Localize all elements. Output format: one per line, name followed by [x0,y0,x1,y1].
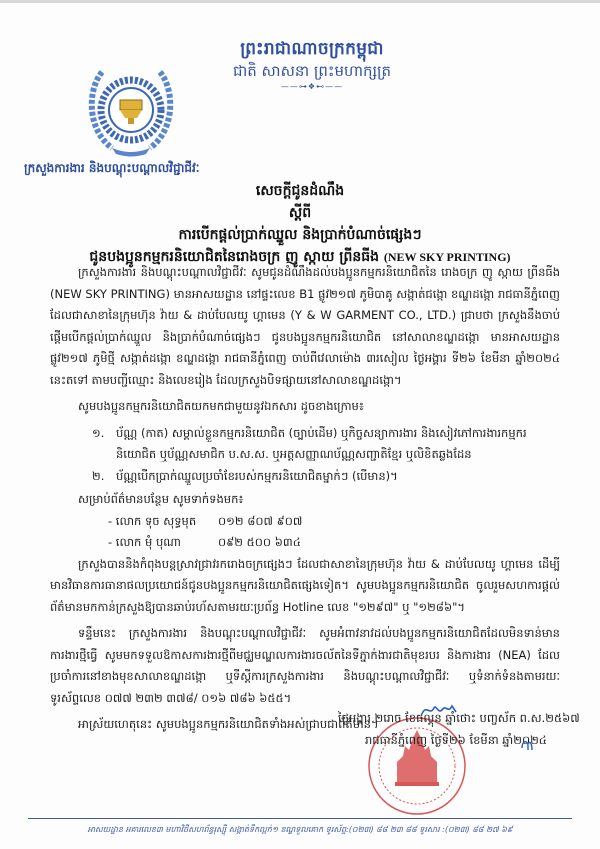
solar-date: រាជធានីភ្នំពេញ ថ្ងៃទី២៦ ខែមីនា ឆ្នាំ២០២៤ [365,733,547,747]
notice-title: សេចក្តីជូនដំណឹង [255,183,345,199]
notice-titles [0,180,600,268]
kingdom-header [212,38,412,92]
ornament-divider: ——⊶❖⊷—— [280,82,344,91]
national-motto: ជាតិ សាសនា ព្រះមហាក្សត្រ [232,62,392,80]
ministry-name: ក្រសួងការងារ និងបណ្តុះបណ្តាលវិជ្ជាជីវៈ [24,161,200,175]
ministry-emblem-icon [82,60,180,160]
list-item: ១. ប័ណ្ណ (កាត) សម្គាល់ខ្លួនកម្មករនិយោជិត (ច្បាប់ដើម) ឬកិច្ចសន្យាការងារ និងសៀវភៅការងារកម្មករនិយោជិត ឬប័ណ្ណសមាជិក ប.ស.ស. ឬអត្តសញ្ញាណប័ណ្ណសញ្ជាតិខ្មែរ ឬលិខិតឆ្លងដែន [92,425,527,461]
paragraph-hotline: ក្រសួងបាននិងកំពុងបន្តស្រាវជ្រាវរករោងចក្រផ្សេងៗ ដែលជាសាខានៃក្រុមហ៊ុន វ៉ាយ & ដាប់បែលយូ ហ្គាមេន ដើម្បីមានវិធានការធានាផលប្រយោជន៍ជូនបងប្អូនកម្មករនិយោជិតផ្សេងទៀត។ សូមបងប្អូនកម្មករនិយោជិត ចូលរួមសហការផ្តល់ព័ត៌មានមកកាន់ក្រសួងឱ្យបានឆាប់រហ័សតាមរយៈប្រព័ន្ធ Hotline លេខ "១២៩៧" ឬ "១២៨៦"។ [50,556,560,614]
notice-body [50,262,560,741]
contact-list [108,511,560,554]
paragraph-job-appeal: ទន្ទឹមនេះ ក្រសួងការងារ និងបណ្តុះបណ្តាលវិជ្ជាជីវៈ សូមអំពាវនាវដល់បងប្អូនកម្មករនិយោជិតដែលមិនទាន់មានការងារថ្មីធ្វើ សូមមកទទួលឱកាសការងារថ្មីពីមជ្ឈមណ្ឌលការងារចល័តនៃទីភ្នាក់ងារជាតិមុខរបរ និងការងារ (NEA) ដែលប្រចាំការនៅខាងមុខសាលាខណ្ឌដង្កោ ឬទីស្តីការក្រសួងការងារ និងបណ្តុះបណ្តាលវិជ្ជាជីវៈ ឬទំនាក់ទំនងតាមរយៈទូរស័ព្ទលេខ ០៧៧ ២៣២ ៣៧៨/ ០១៦ ៧៨៦ ៦៥៥។ [50,626,560,705]
recipients-kh: ជូនបងប្អូនកម្មករនិយោជិតនៃរោងចក្រ ញូ ស្កាយ ព្រីនធីង [89,249,379,265]
paragraph-announcement: ក្រសួងការងារ និងបណ្តុះបណ្តាលវិជ្ជាជីវៈ សូមជូនដំណឹងដល់បងប្អូនកម្មករនិយោជិតនៃ រោងចក្រ ញូ ស្កាយ ព្រីនធីង (NEW SKY PRINTING) មានអាសយដ្ឋាន នៅផ្ទះលេខ B1 ផ្លូវ២១៧ ភូមិបាគូ សង្កាត់ជង្កោ ខណ្ឌដង្កោ រាជធានីភ្នំពេញ ដែលជាសាខានៃក្រុមហ៊ុន វ៉ាយ & ដាប់បែលយូ ហ្គាមេន (Y & W GARMENT CO., LTD.) ជ្រាបថា ក្រសួងនឹងចាប់ផ្តើមបើកផ្តល់ប្រាក់ឈ្នួល និងប្រាក់បំណាច់ផ្សេងៗ ជូនបងប្អូនកម្មករនិយោជិត នៅសាលាខណ្ឌដង្កោ មានអាសយដ្ឋាន ផ្លូវ២១៧ ភូមិថ្មី សង្កាត់ដង្កោ ខណ្ឌដង្កោ រាជធានីភ្នំពេញ ចាប់ពីវេលាម៉ោង ៣រសៀល ថ្ងៃអង្គារ ទី២៦ ខែមីនា ឆ្នាំ២០២៤ នេះតទៅ តាមបញ្ជីឈ្មោះ និងលេខរៀង ដែលក្រសួងបិទផ្សាយនៅសាលាខណ្ឌដង្កោ។ [50,265,560,387]
contact-phone: ០១២ ៨០៧ ៩០៧ [218,513,303,528]
required-documents-list [92,423,560,488]
notice-about: ស្តីពី [288,205,312,221]
signature-icon [420,702,460,718]
contact-name: - លោក មុំ បុណា [108,535,181,549]
footer-address: អាសយដ្ឋាន អគារលេខ៣ មហាវិថីសហព័ន្ធរុស្ស៊ី សង្កាត់ទឹកល្អក់១ ខណ្ឌទួលគោក ទូរស័ព្ទ:(០២៣) ៨៨ ២៣ ៨៨ ទូរសារ :(០២៣) ៨៨ ២៧ ៦៩ [87,825,513,834]
list-item: ២. ប័ណ្ណបើកប្រាក់ឈ្នួលប្រចាំខែរបស់កម្មករនិយោជិតម្នាក់ៗ (បើមាន)។ [92,468,398,483]
kingdom-title: ព្រះរាជាណាចក្រកម្ពុជា [240,39,384,59]
recipients-en: (NEW SKY PRINTING) [383,250,511,264]
contact-phone: ០៩២ ៥០០ ៦៣៤ [218,535,301,549]
lunar-date: ថ្ងៃអង្គារ ២រោច ខែផល្គុន ឆ្នាំថោះ បញ្ចស័ក ព.ស.២៥៦៧ [338,711,580,725]
scan-edge [0,0,600,3]
contact-name: - លោក ទុច សុទ្ធមុត [108,513,197,528]
paragraph-documents-intro: សូមបងប្អូនកម្មករនិយោជិតយកមកជាមួយនូវឯកសារ ដូចខាងក្រោម៖ [78,399,364,413]
footer-divider [28,818,572,819]
initials-icon [520,738,534,752]
contact-heading: សម្រាប់ព័ត៌មានបន្ថែម សូមទាក់ទងមក៖ [78,492,244,506]
paragraph-closing: អាស្រ័យហេតុនេះ សូមបងប្អូនកម្មករនិយោជិតទាំងអស់ជ្រាបជាព័ត៌មាន។ [78,717,379,731]
notice-subject: ការបើកផ្តល់ប្រាក់ឈ្នួល និងប្រាក់បំណាច់ផ្សេងៗ [178,227,422,243]
